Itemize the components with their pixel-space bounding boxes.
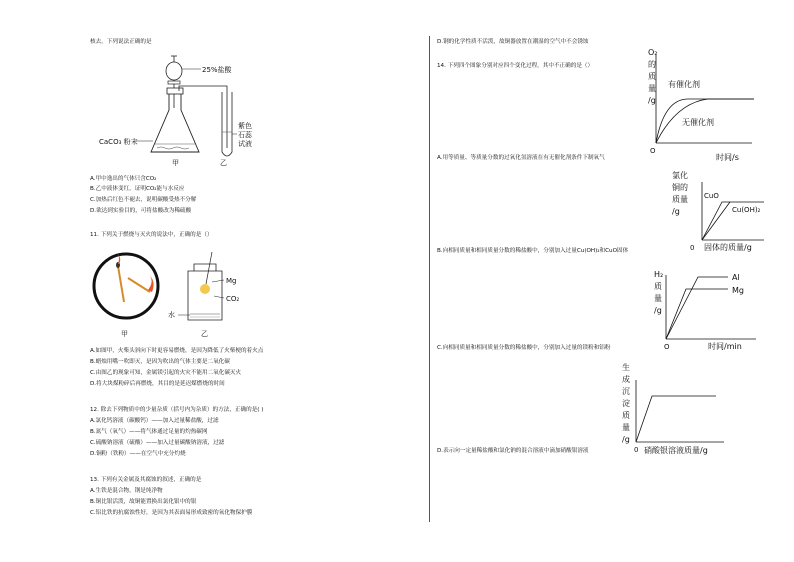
graph-b-ylabel-3: 质量 [672, 195, 688, 204]
graph-c-curve-2: Mg [732, 286, 744, 295]
graph-a-origin: O [650, 147, 656, 155]
q11-combustion-figure [90, 244, 260, 344]
co2-label: CO₂ [226, 295, 240, 303]
q13-stem: 13. 下列有关金属及其腐蚀的叙述，正确的是 [90, 477, 202, 483]
graph-b [664, 168, 784, 258]
q12-option-b: B.氮气（氧气）——将气体通过足量的灼热碳网 [90, 429, 208, 435]
fig-label-jia: 甲 [121, 330, 128, 338]
graph-c-curve-1: Al [732, 273, 740, 282]
graph-d-ylabel-6: 量 [622, 423, 630, 432]
q12-option-a: A.氯化钙溶液（碳酸钙）——加入过量稀盐酸，过滤 [90, 418, 219, 424]
graph-b-origin: 0 [690, 244, 695, 252]
graph-c-ylabel-1: H₂ [654, 270, 664, 279]
graph-b-ylabel-2: 铜的 [672, 183, 688, 192]
hcl-label: 25%盐酸 [202, 66, 232, 74]
graph-b-xlabel: 固体的质量/g [704, 243, 752, 252]
mg-label: Mg [226, 277, 237, 285]
q12-stem: 12. 除去下列物质中的少量杂质（括号内为杂质）的方法，正确的是( ) [90, 407, 264, 413]
graph-d-ylabel-3: 沉 [622, 387, 630, 396]
fig-label-yi: 乙 [201, 330, 208, 338]
graph-a-ylabel-3: 质 [648, 72, 656, 81]
graph-d-ylabel-2: 成 [622, 375, 630, 384]
q14-option-a: A.用等质量、等质量分数的过氧化氢溶液在有无催化剂条件下制氧气 [437, 155, 605, 161]
litmus-label-1: 紫色 [238, 122, 252, 130]
q14-option-c: C.向相同质量和相同质量分数的稀盐酸中，分别加入过量的镁粉和铝粉 [437, 345, 611, 351]
graph-a-ylabel-2: 的 [648, 60, 656, 69]
graph-a-ylabel-5: /g [648, 96, 656, 105]
graph-a-xlabel: 时间/s [716, 153, 739, 162]
graph-d-xlabel: 硝酸银溶液质量/g [644, 446, 708, 455]
q13-option-b: B.铜比银活泼，故铜能置换出氯化银中的银 [90, 499, 197, 505]
graph-c-ylabel-2: 质 [654, 282, 662, 291]
litmus-label-2: 石蕊 [238, 131, 252, 139]
q10-option-c: C.加热后红色不褪去，说明碳酸受热不分解 [90, 197, 197, 203]
graph-d-ylabel-4: 淀 [622, 399, 630, 408]
graph-d [616, 360, 736, 464]
q12-option-d: D.铜粉（铁粉）——在空气中充分灼烧 [90, 451, 186, 457]
column-divider [429, 36, 430, 522]
q11-option-a: A.如图甲，火柴头斜向下时更容易燃烧，是因为降低了火柴梗的着火点 [90, 348, 264, 354]
graph-c-origin: O [664, 343, 670, 351]
graph-d-origin: 0 [634, 446, 639, 454]
q13-option-c: C.铝比铁的抗腐蚀性好，是因为其表面易形成致密的氧化物保护膜 [90, 510, 253, 516]
graph-d-ylabel-1: 生 [622, 363, 630, 372]
fig-label-jia: 甲 [172, 159, 179, 167]
q11-option-b: B.蜡烛用嘴一吹即灭，是因为吹出的气体主要是二氧化碳 [90, 359, 230, 365]
water-label: 水 [168, 311, 175, 319]
graph-a-curve-1: 有催化剂 [668, 80, 700, 89]
graph-c-ylabel-3: 量 [654, 294, 662, 303]
graph-b-curve-2: Cu(OH)₂ [732, 206, 761, 214]
graph-a-ylabel-4: 量 [648, 84, 656, 93]
q10-apparatus-figure [95, 48, 265, 170]
graph-a-ylabel-1: O₂ [648, 48, 658, 57]
q14-stem: 14. 下列四个图象分别对应四个变化过程，其中不正确的是（） [437, 63, 594, 69]
q11-stem: 11. 下列关于燃烧与灭火的说法中，正确的是（） [90, 232, 213, 238]
q10-option-a: A.甲中逸出的气体只含CO₂ [90, 176, 157, 182]
q11-option-c: C.由图乙的现象可知，金属镁引起的火灾不能用二氧化碳灭火 [90, 370, 242, 376]
q13-option-d: D.钢的化学性质不活泼，故铜器放置在潮湿的空气中不会锈蚀 [437, 39, 589, 45]
q11-option-d: D.将大块煤粉碎后再燃烧，其目的是延迟煤燃烧的时间 [90, 381, 225, 387]
graph-c-xlabel: 时间/min [708, 342, 742, 351]
q14-option-d: D.表示向一定量稀盐酸和氯化钠的混合溶液中滴加硝酸银溶液 [437, 448, 589, 454]
graph-a [620, 43, 760, 163]
caco3-label: CaCO₃ 粉末 [99, 138, 138, 146]
q10-option-d: D.欲达到实验目的，可将盐酸改为稀硫酸 [90, 208, 192, 214]
graph-b-ylabel-1: 氯化 [672, 171, 688, 180]
q12-option-c: C.硫酸钠溶液（硫酸）——加入过量碳酸钠溶液，过滤 [90, 440, 225, 446]
graph-d-ylabel-7: /g [622, 435, 630, 444]
q10-stem: 核去。下列说法正确的是 [90, 39, 152, 45]
graph-c-ylabel-4: /g [654, 306, 662, 315]
q13-option-a: A.生铁是混合物，钢是纯净物 [90, 488, 163, 494]
graph-b-curve-1: CuO [704, 192, 719, 200]
litmus-label-3: 试液 [238, 140, 252, 148]
q10-option-b: B.乙中液体变红，证明CO₂能与水反应 [90, 186, 185, 192]
graph-a-curve-2: 无催化剂 [682, 118, 714, 127]
fig-label-yi: 乙 [220, 159, 227, 167]
q14-option-b: B.向相同质量和相同质量分数的稀盐酸中，分别加入过量Cu(OH)₂和CuO固体 [437, 248, 629, 254]
graph-b-ylabel-4: /g [672, 207, 680, 216]
graph-c [646, 265, 770, 355]
graph-d-ylabel-5: 质 [622, 411, 630, 420]
